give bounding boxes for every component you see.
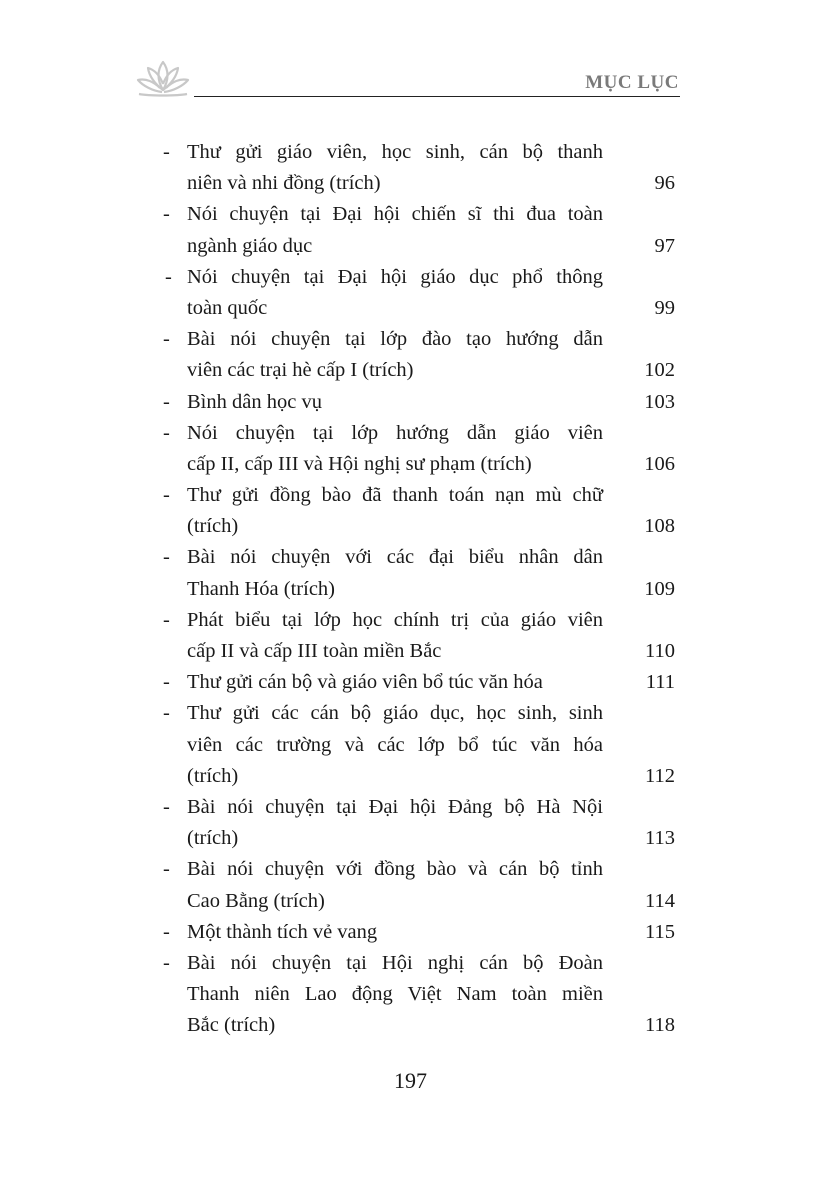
toc-entry-page: 106 [644, 452, 675, 475]
toc-entry-page: 99 [654, 296, 675, 319]
toc-entry[interactable] [163, 324, 675, 386]
section-title: MỤC LỤC [585, 72, 679, 93]
toc-entry-line [163, 293, 675, 324]
toc-entry[interactable] [163, 948, 675, 1042]
toc-entry-page: 111 [645, 671, 675, 694]
bullet-dash: - [163, 421, 170, 444]
toc-entry[interactable] [163, 542, 675, 604]
toc-entry[interactable] [163, 387, 675, 418]
toc-entry-page: 109 [644, 577, 675, 600]
toc-entry-line [163, 792, 675, 823]
toc-entry[interactable] [163, 792, 675, 854]
toc-entry[interactable] [163, 418, 675, 480]
toc-entry-title: cấp II và cấp III toàn miền Bắc [187, 640, 442, 662]
toc-entry-title: Thanh Hóa (trích) [187, 577, 335, 600]
toc-entry[interactable] [163, 480, 675, 542]
toc-entry-page: 113 [645, 827, 675, 850]
bullet-dash: - [163, 203, 170, 226]
toc-entry-line [163, 387, 675, 418]
toc-entry-title: Nói chuyện tại lớp hướng dẫn giáo viên [187, 421, 603, 444]
toc-entry[interactable] [163, 137, 675, 199]
lotus-icon [133, 58, 193, 100]
bullet-dash: - [163, 141, 170, 163]
toc-entry-title: Nói chuyện tại Đại hội chiến sĩ thi đua toàn [187, 203, 603, 226]
page-number: 197 [394, 1068, 427, 1093]
bullet-dash: - [163, 702, 170, 725]
bullet-dash: - [163, 858, 170, 881]
toc-entry-title: Bài nói chuyện tại lớp đào tạo hướng dẫn [187, 328, 603, 351]
toc-entry-line [163, 605, 675, 636]
toc-entry-title: ngành giáo dục [187, 234, 313, 257]
bullet-dash: - [163, 484, 170, 507]
bullet-dash: - [163, 795, 170, 818]
toc-entry-title: Thư gửi cán bộ và giáo viên bổ túc văn hóa [187, 671, 543, 694]
toc-entry-page: 103 [644, 390, 675, 413]
toc-entry-title: niên và nhi đồng (trích) [187, 172, 381, 195]
toc-entry[interactable] [163, 698, 675, 792]
toc-entry-title: viên các trường và các lớp bổ túc văn hóa [187, 733, 603, 756]
toc-entry-title: cấp II, cấp III và Hội nghị sư phạm (trích) [187, 452, 532, 475]
toc-entry-line [163, 542, 675, 573]
bullet-dash: - [163, 328, 170, 351]
toc-entry-line [163, 418, 675, 449]
toc-entry-title: (trích) [187, 515, 239, 538]
toc-entry-title: viên các trại hè cấp I (trích) [187, 359, 414, 382]
bullet-dash: - [163, 390, 170, 413]
toc-entry-line [163, 636, 675, 667]
toc-entry-line [163, 480, 675, 511]
toc-entry-line [163, 262, 675, 293]
header-rule [194, 96, 680, 97]
toc-entry-title: Thư gửi giáo viên, học sinh, cán bộ thanh [187, 141, 603, 163]
toc-entry-line [163, 886, 675, 917]
page-header [0, 0, 821, 110]
toc-entry-line [163, 979, 675, 1010]
toc-entry-page: 97 [654, 234, 675, 257]
toc-entry-line [163, 948, 675, 979]
bullet-dash: - [163, 920, 170, 943]
toc-entry-line [163, 1010, 675, 1041]
toc-entry[interactable] [163, 199, 675, 261]
toc-entry-title: Thư gửi các cán bộ giáo dục, học sinh, sinh [187, 702, 603, 725]
toc-entry-line [163, 823, 675, 854]
toc-entry-page: 108 [644, 515, 675, 538]
toc-entry-title: Thanh niên Lao động Việt Nam toàn miền [187, 983, 603, 1006]
toc-entry-title: (trích) [187, 764, 239, 787]
toc-entry-line [163, 574, 675, 605]
toc-entry-title: Cao Bằng (trích) [187, 889, 325, 912]
toc-entry-line [163, 917, 675, 948]
toc-entry-page: 114 [645, 889, 675, 912]
toc-entry-title: Một thành tích vẻ vang [187, 920, 378, 943]
toc-entry-page: 110 [645, 640, 675, 662]
bullet-dash: - [165, 265, 172, 288]
toc-entry-line [163, 730, 675, 761]
toc-entry-title: (trích) [187, 827, 239, 850]
toc-entry-title: toàn quốc [187, 296, 268, 319]
toc-entry-title: Bài nói chuyện với các đại biểu nhân dân [187, 546, 603, 569]
toc-entry-title: Bình dân học vụ [187, 390, 322, 413]
toc-entry[interactable] [163, 917, 675, 948]
toc-entry-line [163, 449, 675, 480]
toc-entry-title: Bắc (trích) [187, 1014, 276, 1037]
toc-entry-title: Bài nói chuyện tại Hội nghị cán bộ Đoàn [187, 951, 603, 974]
toc-entry[interactable] [163, 605, 675, 667]
bullet-dash: - [163, 951, 170, 974]
toc-entry-title: Bài nói chuyện với đồng bào và cán bộ tỉnh [187, 858, 603, 881]
bullet-dash: - [163, 671, 170, 694]
toc-entry-title: Thư gửi đồng bào đã thanh toán nạn mù chữ [187, 484, 603, 507]
toc-entry-line [163, 231, 675, 262]
toc-entry[interactable] [163, 854, 675, 916]
toc-entry-line [163, 854, 675, 885]
toc-entry-page: 96 [654, 172, 675, 195]
toc-entry-line [163, 698, 675, 729]
toc-entry-line [163, 199, 675, 230]
bullet-dash: - [163, 546, 170, 569]
toc-entry[interactable] [163, 667, 675, 698]
toc-entry-page: 115 [645, 920, 675, 943]
toc-entry-title: Phát biểu tại lớp học chính trị của giáo viên [187, 608, 603, 631]
toc-entry-line [163, 355, 675, 386]
toc-entry-page: 102 [644, 359, 675, 382]
toc-entry-title: Bài nói chuyện tại Đại hội Đảng bộ Hà Nội [187, 795, 603, 818]
toc-entry-line [163, 511, 675, 542]
toc-entry-title: Nói chuyện tại Đại hội giáo dục phổ thông [187, 265, 603, 288]
bullet-dash: - [163, 608, 170, 631]
toc-entry-line [163, 761, 675, 792]
toc-entry-page: 118 [645, 1014, 675, 1037]
toc-entry-line [163, 324, 675, 355]
toc-entry-line [163, 168, 675, 199]
toc-entry[interactable] [163, 262, 675, 324]
table-of-contents [163, 137, 675, 1041]
toc-entry-line [163, 137, 675, 168]
toc-entry-page: 112 [645, 764, 675, 787]
toc-entry-line [163, 667, 675, 698]
